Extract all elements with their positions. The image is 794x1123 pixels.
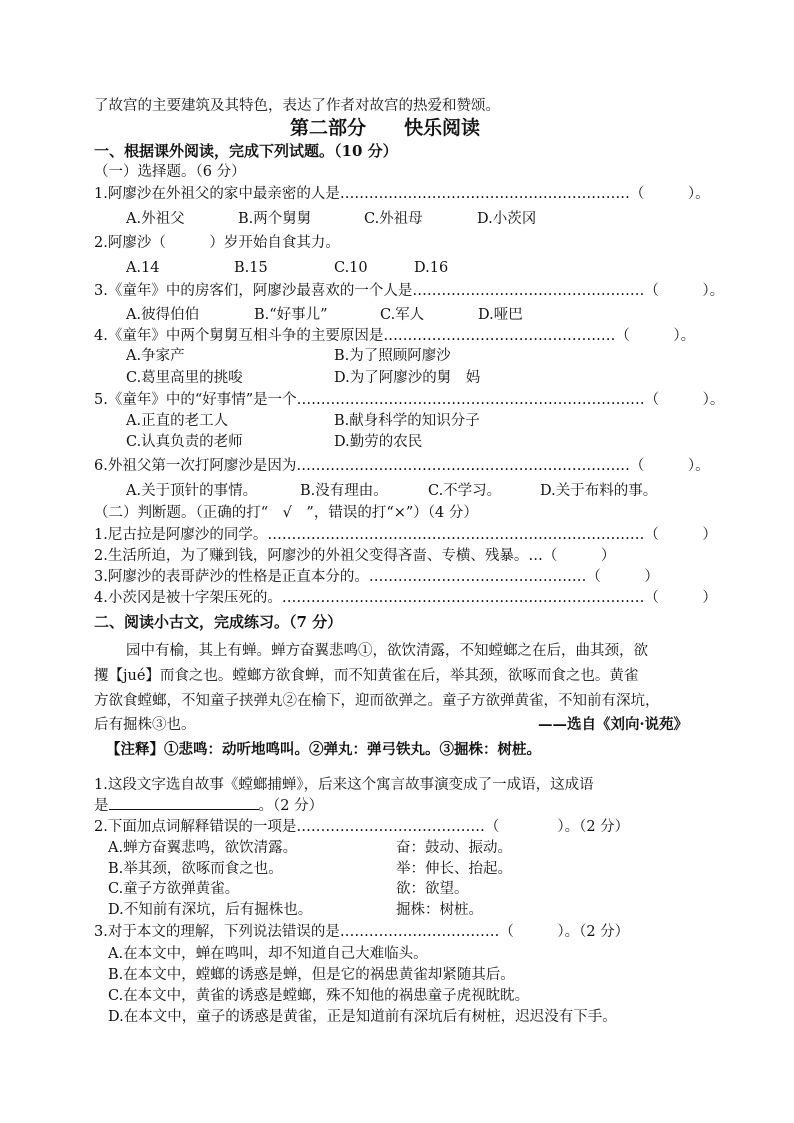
judge-1: 1.尼古拉是阿廖沙的同学。……………………………………………………………………（ ） [94, 527, 717, 543]
q5-option-b: B.献身科学的知识分子 [334, 413, 480, 429]
q4-option-a: A.争家产 [126, 348, 185, 364]
s2-q2-row-d-left: D.不知前有深坑，后有掘株也。 [108, 902, 313, 918]
question-3: 3.《童年》中的房客们，阿廖沙最喜欢的一个人是…………………………………………（ ）。 [94, 283, 725, 299]
passage-note: 【注释】①悲鸣：动听地鸣叫。②弹丸：弹弓铁丸。③掘株：树桩。 [106, 741, 541, 758]
q5-option-a: A.正直的老工人 [126, 413, 229, 429]
s2-q2-row-c-right: 欲：欲望。 [396, 881, 469, 897]
s2-q3-option-b: B.在本文中，螳螂的诱惑是蝉，但是它的祸患黄雀却紧随其后。 [108, 967, 515, 983]
q1-option-b: B.两个舅舅 [238, 211, 312, 227]
judge-subheading: （二）判断题。（正确的打“ √ ”，错误的打“×”）（4 分） [94, 505, 478, 521]
passage-source: ——选自《刘向·说苑》 [538, 716, 689, 733]
judge-3: 3.阿廖沙的表哥萨沙的性格是正直本分的。………………………………………（ ） [94, 569, 659, 585]
s2-q2-row-b-right: 举：伸长、抬起。 [396, 861, 512, 877]
q6-option-c: C.不学习。 [428, 483, 502, 499]
s2-q2-row-a-left: A.蝉方奋翼悲鸣，欲饮清露。 [108, 840, 298, 856]
intro-text: 了故宫的主要建筑及其特色，表达了作者对故宫的热爱和赞颂。 [94, 98, 500, 114]
q4-option-b: B.为了照顾阿廖沙 [334, 348, 451, 364]
question-4: 4.《童年》中两个舅舅互相斗争的主要原因是…………………………………………（ ）。 [94, 328, 696, 344]
q3-option-b: B.“好事儿” [254, 307, 328, 323]
q1-option-a: A.外祖父 [126, 211, 185, 227]
section1-heading: 一、根据课外阅读，完成下列试题。（10 分） [94, 142, 398, 160]
q4-option-d: D.为了阿廖沙的舅 妈 [334, 370, 481, 386]
passage-line-4: 后有掘株③也。 [94, 717, 196, 733]
q3-option-a: A.彼得伯伯 [126, 307, 200, 323]
q5-option-c: C.认真负责的老师 [126, 434, 243, 450]
s2-q3-option-a: A.在本文中，蝉在鸣叫，却不知道自己大难临头。 [108, 946, 428, 962]
q6-option-b: B.没有理由。 [300, 483, 388, 499]
q4-option-c: C.葛里高里的挑唆 [126, 370, 243, 386]
question-6: 6.外祖父第一次打阿廖沙是因为……………………………………………………………（ ）。 [94, 458, 710, 474]
q2-option-b: B.15 [234, 260, 268, 276]
answer-blank[interactable] [109, 795, 259, 810]
q3-option-d: D.哑巴 [478, 307, 523, 323]
question-2: 2.阿廖沙（ ）岁开始自食其力。 [94, 235, 340, 251]
q5-option-d: D.勤劳的农民 [334, 434, 423, 450]
s2-question-2: 2.下面加点词解释错误的一项是…………………………………（ ）。（2 分） [94, 819, 630, 835]
judge-2: 2.生活所迫，为了赚到钱，阿廖沙的外祖父变得吝啬、专横、残暴。…（ ） [94, 548, 616, 564]
q2-option-a: A.14 [126, 260, 160, 276]
part-title: 第二部分 快乐阅读 [290, 117, 481, 139]
passage-line-3: 方欲食螳螂，不知童子挟弹丸②在榆下，迎而欲弹之。童子方欲弹黄雀，不知前有深坑， [94, 693, 660, 709]
q1-option-d: D.小茨冈 [477, 211, 537, 227]
question-5: 5.《童年》中的“好事情”是一个………………………………………………………………（ ）。 [94, 392, 725, 408]
s2-q2-row-a-right: 奋：鼓动、振动。 [396, 840, 512, 856]
question-1: 1.阿廖沙在外祖父的家中最亲密的人是……………………………………………………（ ）。 [94, 186, 710, 202]
s2-q1-suffix: 。（2 分） [258, 798, 324, 814]
passage-line-2: 攫【jué】而食之也。螳螂方欲食蝉，而不知黄雀在后，举其颈，欲啄而食之也。黄雀 [94, 668, 639, 684]
q2-option-c: C.10 [334, 260, 368, 276]
q2-option-d: D.16 [414, 260, 449, 276]
q1-option-c: C.外祖母 [364, 211, 423, 227]
s2-q2-row-d-right: 掘株：树桩。 [396, 902, 483, 918]
s2-q2-row-b-left: B.举其颈，欲啄而食之也。 [108, 861, 283, 877]
q6-option-d: D.关于布料的事。 [540, 483, 658, 499]
q6-option-a: A.关于顶针的事情。 [126, 483, 258, 499]
s2-q2-row-c-left: C.童子方欲弹黄雀。 [108, 881, 240, 897]
q3-option-c: C.军人 [380, 307, 425, 323]
passage-line-1: 园中有榆，其上有蝉。蝉方奋翼悲鸣①，欲饮清露，不知螳螂之在后，曲其颈，欲 [126, 643, 648, 659]
s2-q3-option-d: D.在本文中，童子的诱惑是黄雀，正是知道前有深坑后有树桩，迟迟没有下手。 [108, 1009, 617, 1025]
choice-subheading: （一）选择题。（6 分） [94, 164, 246, 180]
s2-q1-prefix: 是 [94, 798, 109, 814]
section2-heading: 二、阅读小古文，完成练习。（7 分） [94, 613, 343, 631]
s2-question-1b [94, 795, 323, 816]
judge-4: 4.小茨冈是被十字架压死的。…………………………………………………………………（ ） [94, 590, 717, 606]
s2-question-1a: 1.这段文字选自故事《螳螂捕蝉》，后来这个寓言故事演变成了一成语，这成语 [94, 777, 594, 793]
s2-q3-option-c: C.在本文中，黄雀的诱惑是螳螂，殊不知他的祸患童子虎视眈眈。 [108, 988, 530, 1004]
s2-question-3: 3.对于本文的理解，下列说法错误的是……………………………（ ）。（2 分） [94, 924, 630, 940]
